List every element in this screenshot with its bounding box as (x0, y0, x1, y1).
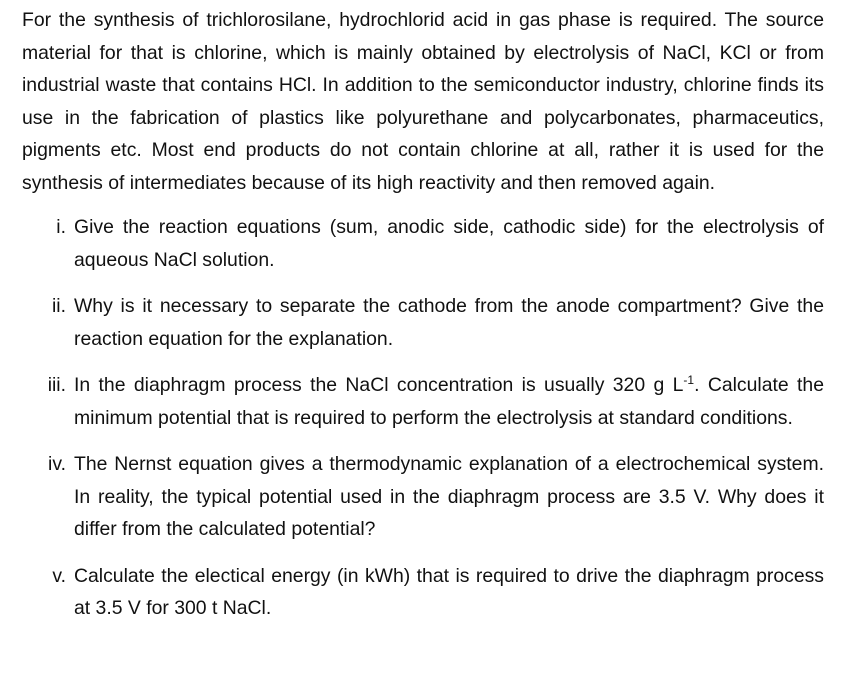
question-list (22, 211, 824, 625)
question-text: Give the reaction equations (sum, anodic side, cathodic side) for the electrolysis of aqueous NaCl solution. (74, 216, 824, 271)
question-item-ii (22, 290, 824, 355)
question-item-iii (22, 369, 824, 434)
question-item-i (22, 211, 824, 276)
question-text (74, 369, 824, 434)
question-number: iii. (47, 374, 66, 396)
unit-exponent: -1 (683, 373, 695, 387)
question-number: i. (56, 216, 66, 238)
question-text: Why is it necessary to separate the cathode from the anode compartment? Give the reaction equation for the explanation. (74, 295, 824, 350)
question-text: The Nernst equation gives a thermodynamic explanation of a electrochemical system. In reality, the typical potential used in the diaphragm process are 3.5 V. Why does it differ from the calculated potential? (74, 453, 824, 540)
question-text-after: . Calculate the minimum potential that is required to perform the electrolysis at standard conditions. (74, 374, 824, 429)
question-item-v (22, 560, 824, 625)
question-text-before: In the diaphragm process the NaCl concentration is usually 320 g L (74, 374, 684, 396)
question-number: v. (52, 564, 66, 587)
question-text: Calculate the electical energy (in kWh) that is required to drive the diaphragm process at 3.5 V for 300 t NaCl. (74, 564, 824, 619)
intro-paragraph: For the synthesis of trichlorosilane, hydrochlorid acid in gas phase is required. The source material for that is chlorine, which is mainly obtained by electrolysis of NaCl, KCl or from industrial waste that contains HCl. In addition to the semiconductor industry, chlorine finds its use in the fabrication of plastics like polyurethane and polycarbonates, pharmaceutics, pigments etc. Most end products do not contain chlorine at all, rather it is used for the synthesis of intermediates because of its high reactivity and then removed again. (22, 9, 824, 194)
question-number: iv. (48, 453, 66, 475)
question-item-iv (22, 448, 824, 546)
question-number: ii. (51, 295, 66, 317)
